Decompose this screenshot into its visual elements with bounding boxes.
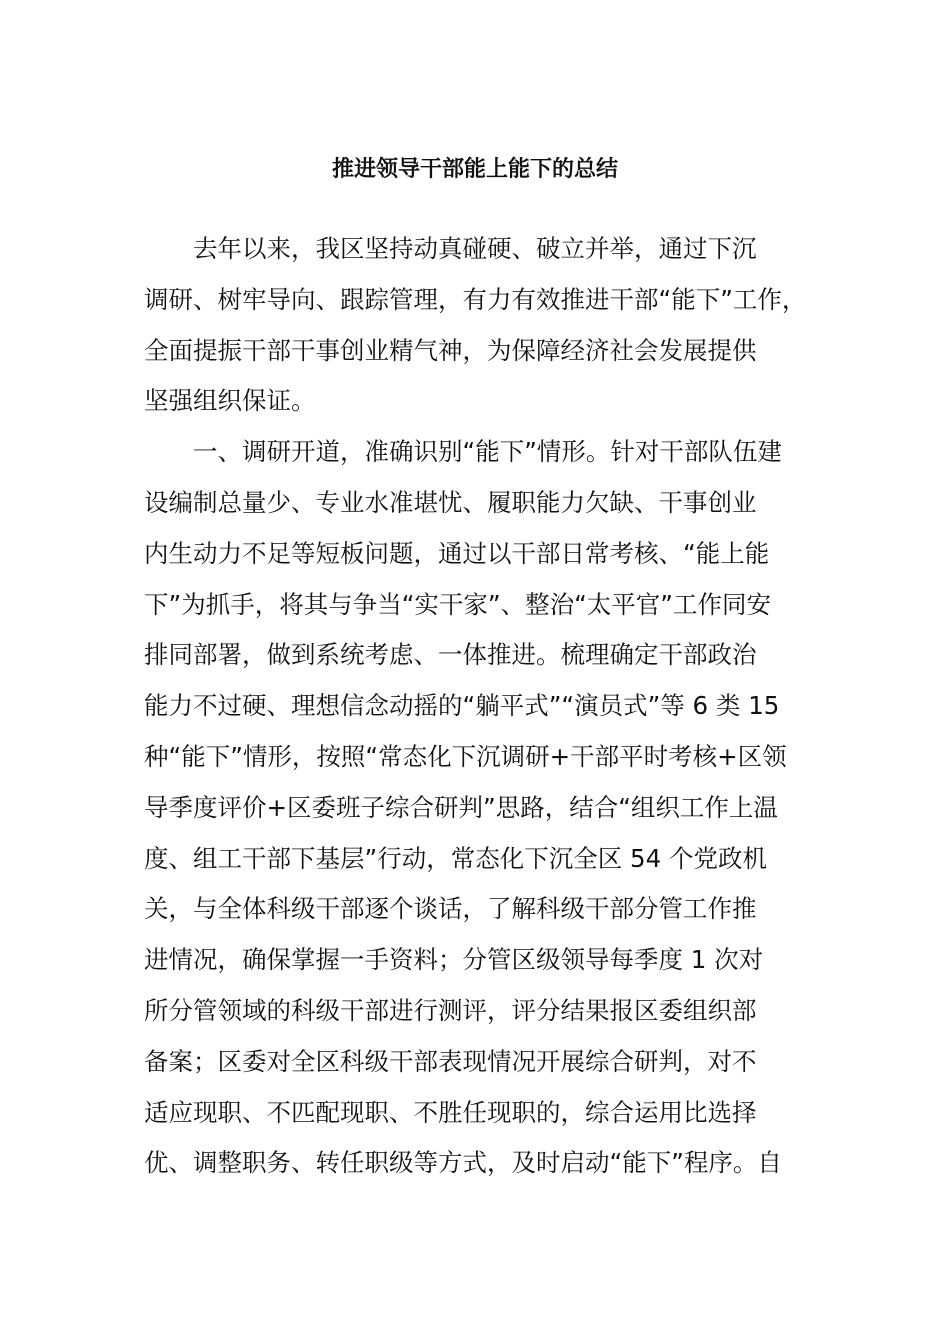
paragraph-line: 下”为抓手，将其与争当“实干家”、整治“太平官”工作同安 [144,589,771,619]
paragraph-line: 度、组工干部下基层”行动，常态化下沉全区 54 个党政机 [144,843,767,873]
paragraph-line: 适应现职、不匹配现职、不胜任现职的，综合运用比选择 [144,1097,757,1127]
paragraph-line: 去年以来，我区坚持动真碰硬、破立并举，通过下沉 [193,234,757,263]
paragraph-line: 调研、树牢导向、跟踪管理，有力有效推进干部“能下”工作， [144,284,807,314]
document-body [144,224,814,1189]
paragraph-line: 关，与全体科级干部逐个谈话，了解科级干部分管工作推 [144,894,757,924]
paragraph-line: 导季度评价+区委班子综合研判”思路，结合“组织工作上温 [144,792,778,822]
paragraph-line: 种“能下”情形，按照“常态化下沉调研+干部平时考核+区领 [144,741,787,771]
paragraph-line: 排同部署，做到系统考虑、一体推进。梳理确定干部政治 [144,640,757,670]
paragraph-line: 一、调研开道，准确识别“能下”情形。针对干部队伍建 [193,437,782,467]
paragraph-line: 所分管领域的科级干部进行测评，评分结果报区委组织部 [144,995,757,1025]
paragraph-line: 备案；区委对全区科级干部表现情况开展综合研判，对不 [144,1046,757,1076]
document-title: 推进领导干部能上能下的总结 [331,157,618,182]
paragraph-line: 内生动力不足等短板问题，通过以干部日常考核、“能上能 [144,538,770,568]
paragraph-line: 优、调整职务、转任职级等方式，及时启动“能下”程序。自 [144,1148,782,1178]
paragraph-line: 能力不过硬、理想信念动摇的“躺平式”“演员式”等 6 类 15 [144,691,780,721]
paragraph-line: 坚强组织保证。 [144,386,316,416]
paragraph-line: 进情况，确保掌握一手资料；分管区级领导每季度 1 次对 [144,945,764,975]
paragraph-line: 全面提振干部干事创业精气神，为保障经济社会发展提供 [144,335,757,365]
paragraph-line: 设编制总量少、专业水准堪忧、履职能力欠缺、干事创业 [144,487,757,517]
